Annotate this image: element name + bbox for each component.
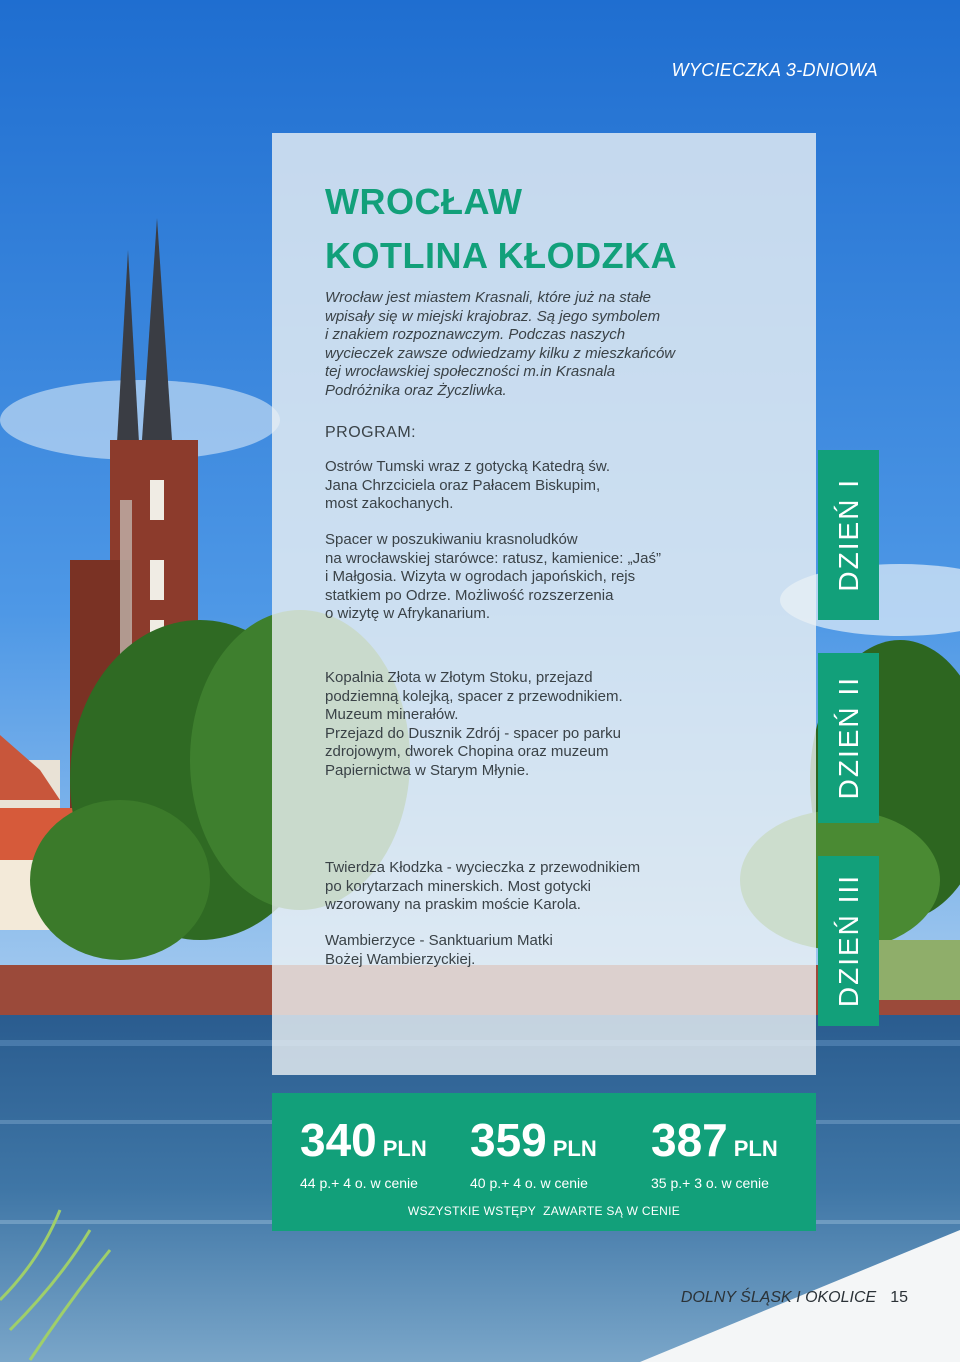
intro-line: wpisały się w miejski krajobraz. Są jego symbolem [325, 307, 661, 325]
day-1-tab [818, 450, 879, 620]
day-2-label: DZIEŃ II [832, 676, 864, 800]
price-currency: PLN [382, 1136, 427, 1161]
price-value: 387 [651, 1114, 728, 1166]
price-currency: PLN [733, 1136, 778, 1161]
text-line: Papiernictwa w Starym Młynie. [325, 761, 530, 779]
price-footer-note: WSZYSTKIE WSTĘPY ZAWARTE SĄ W CENIE [407, 1204, 681, 1218]
page-title [325, 175, 677, 283]
price-currency: PLN [552, 1136, 597, 1161]
price-option-1 [300, 1114, 427, 1191]
text-line: Wambierzyce - Sanktuarium Matki [325, 932, 553, 949]
text-line: Jana Chrzciciela oraz Pałacem Biskupim, [325, 476, 601, 494]
day2-paragraph-1 [325, 669, 745, 780]
intro-line: Wrocław jest miastem Krasnali, które już na stałe [325, 289, 651, 306]
text-line: podziemną kolejką, spacer z przewodnikiem. [325, 687, 623, 705]
intro-text [325, 289, 735, 400]
day-2-tab [818, 653, 879, 823]
day1-paragraph-2 [325, 531, 745, 624]
day1-paragraph-1 [325, 458, 745, 514]
price-value: 359 [470, 1114, 547, 1166]
price-option-3 [651, 1114, 778, 1191]
title-line-1: WROCŁAW [325, 181, 523, 222]
price-note: 35 p.+ 3 o. w cenie [651, 1175, 769, 1191]
trip-type-tag: WYCIECZKA 3-DNIOWA [671, 60, 878, 80]
text-line: Bożej Wambierzyckiej. [325, 950, 476, 968]
text-line: most zakochanych. [325, 495, 454, 512]
text-line: zdrojowym, dworek Chopina oraz muzeum [325, 743, 609, 760]
intro-line: wycieczek zawsze odwiedzamy kilku z mieszkańców [325, 344, 676, 362]
text-line: Twierdza Kłodzka - wycieczka z przewodnikiem [325, 859, 641, 876]
day-3-tab [818, 856, 879, 1026]
text-line: i Małgosia. Wizyta w ogrodach japońskich, rejs [325, 568, 636, 585]
price-note: 44 p.+ 4 o. w cenie [300, 1175, 418, 1191]
text-line: Muzeum minerałów. [325, 706, 459, 723]
day-3-label: DZIEŃ III [832, 874, 864, 1008]
day3-paragraph-2 [325, 932, 745, 969]
intro-line: Podróżnika oraz Życzliwka. [325, 381, 507, 399]
title-line-2: KOTLINA KŁODZKA [325, 235, 678, 276]
text-line: o wizytę w Afrykanarium. [325, 605, 491, 622]
footer-section: DOLNY ŚLĄSK I OKOLICE [680, 1289, 877, 1306]
text-line: Przejazd do Dusznik Zdrój - spacer po parku [325, 724, 621, 742]
text-line: Ostrów Tumski wraz z gotycką Katedrą św. [325, 458, 611, 475]
price-value: 340 [300, 1114, 377, 1166]
price-option-2 [470, 1114, 597, 1191]
page-number: 15 [890, 1289, 908, 1306]
price-amount [651, 1114, 778, 1175]
program-label: PROGRAM: [325, 424, 417, 441]
text-line: na wrocławskiej starówce: ratusz, kamienice: „Jaś” [325, 549, 661, 567]
price-note: 40 p.+ 4 o. w cenie [470, 1175, 588, 1191]
text-line: Kopalnia Złota w Złotym Stoku, przejazd [325, 669, 593, 686]
text-line: Spacer w poszukiwaniu krasnoludków [325, 531, 578, 548]
text-line: statkiem po Odrze. Możliwość rozszerzenia [325, 586, 614, 604]
price-amount [470, 1114, 597, 1175]
text-line: po korytarzach minerskich. Most gotycki [325, 877, 591, 895]
day-1-label: DZIEŃ I [832, 478, 864, 592]
page-footer [681, 1289, 908, 1307]
intro-line: i znakiem rozpoznawczym. Podczas naszych [325, 326, 626, 343]
price-amount [300, 1114, 427, 1175]
text-line: wzorowany na praskim moście Karola. [325, 896, 581, 913]
intro-line: tej wrocławskiej społeczności m.in Krasnala [325, 363, 616, 380]
day3-paragraph-1 [325, 859, 745, 915]
